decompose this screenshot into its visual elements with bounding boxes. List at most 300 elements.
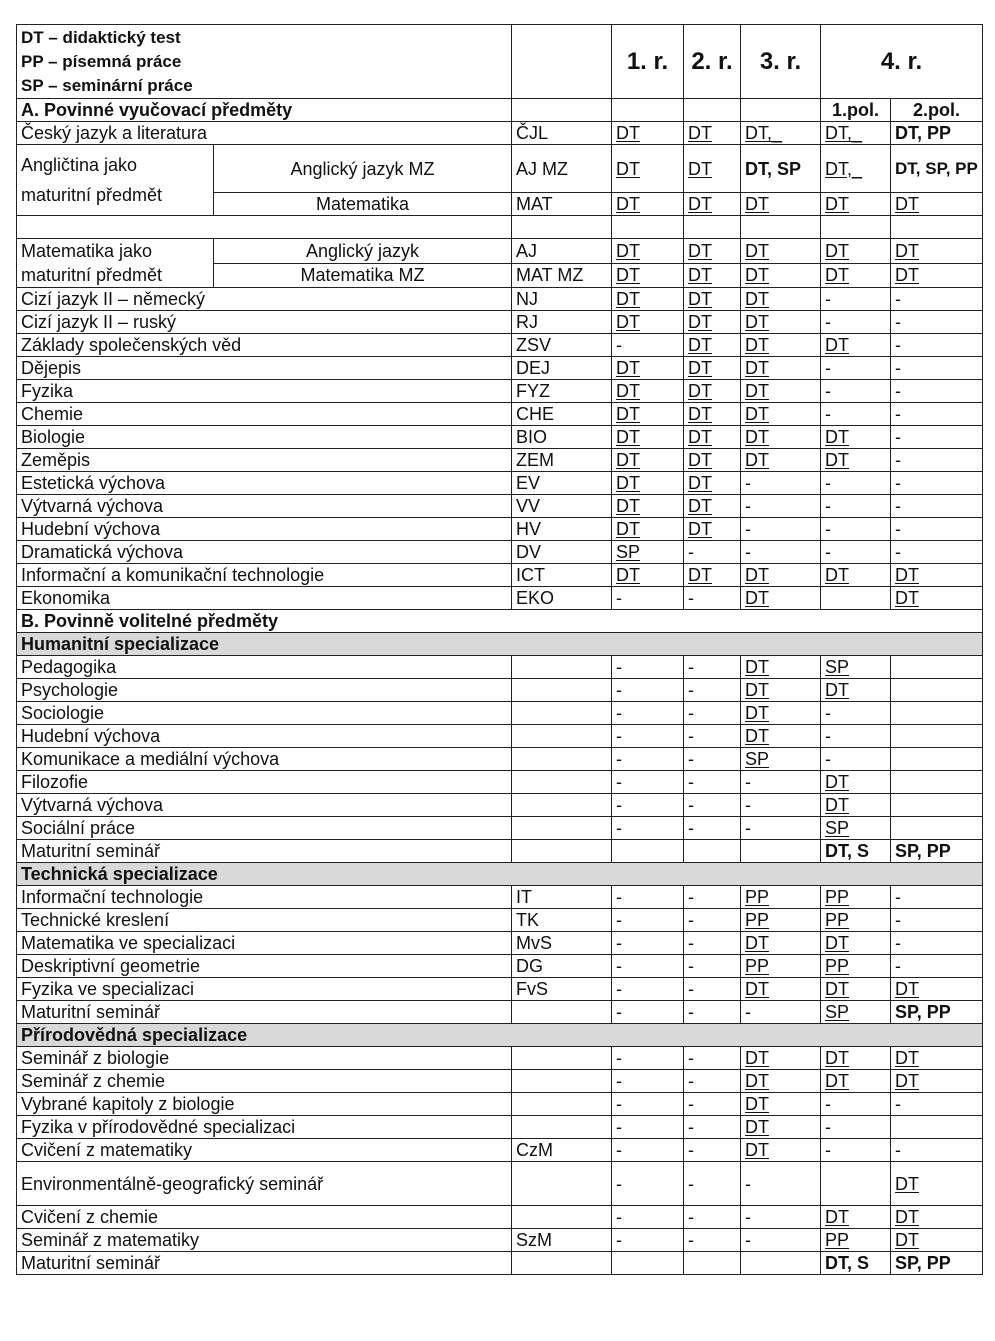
subject-abbr: CHE — [512, 403, 612, 426]
assessment-cell: DT, SP, PP — [891, 145, 983, 193]
assessment-cell — [684, 1252, 741, 1275]
section-a-row — [17, 99, 983, 122]
subject-row — [17, 771, 983, 794]
subject-abbr — [512, 840, 612, 863]
assessment-cell: - — [684, 1229, 741, 1252]
assessment-cell: - — [891, 495, 983, 518]
subject-row — [17, 932, 983, 955]
subject-row — [17, 679, 983, 702]
subject-row — [17, 817, 983, 840]
assessment-cell: DT — [741, 564, 821, 587]
subject-abbr: ZSV — [512, 334, 612, 357]
assessment-cell: DT — [612, 239, 684, 264]
assessment-cell: - — [891, 288, 983, 311]
assessment-cell: DT — [741, 193, 821, 216]
assessment-cell: DT — [684, 472, 741, 495]
assessment-cell: DT — [741, 1093, 821, 1116]
assessment-cell: DT — [821, 932, 891, 955]
assessment-cell: DT — [684, 426, 741, 449]
subject-name: Cvičení z matematiky — [17, 1139, 512, 1162]
assessment-cell: DT — [891, 263, 983, 288]
subject-name: Dramatická výchova — [17, 541, 512, 564]
legend-item: PP – písemná práce — [21, 52, 182, 71]
empty-cell — [684, 99, 741, 122]
empty-cell — [17, 216, 512, 239]
assessment-cell: DT — [684, 334, 741, 357]
subject-abbr — [512, 679, 612, 702]
assessment-cell: DT — [821, 426, 891, 449]
assessment-cell: DT — [612, 122, 684, 145]
assessment-cell: DT — [741, 702, 821, 725]
subject-name: Základy společenských věd — [17, 334, 512, 357]
specialization-title: Technická specializace — [17, 863, 983, 886]
assessment-cell: - — [741, 1206, 821, 1229]
assessment-cell — [891, 771, 983, 794]
subject-row — [17, 311, 983, 334]
assessment-cell: DT — [741, 978, 821, 1001]
subject-name: Sociologie — [17, 702, 512, 725]
assessment-cell: - — [684, 656, 741, 679]
section-title: A. Povinné vyučovací předměty — [17, 99, 512, 122]
assessment-cell: - — [612, 679, 684, 702]
subject-abbr — [512, 1252, 612, 1275]
assessment-cell: DT — [891, 587, 983, 610]
subject-row — [17, 1001, 983, 1024]
subject-name: Estetická výchova — [17, 472, 512, 495]
assessment-cell: DT — [684, 449, 741, 472]
assessment-cell: PP — [821, 909, 891, 932]
subject-row — [17, 1116, 983, 1139]
assessment-cell: - — [612, 886, 684, 909]
assessment-cell: - — [612, 1229, 684, 1252]
assessment-cell: DT — [612, 495, 684, 518]
subject-name: Maturitní seminář — [17, 1252, 512, 1275]
assessment-cell: - — [741, 495, 821, 518]
assessment-cell: DT — [741, 1116, 821, 1139]
assessment-cell: - — [821, 748, 891, 771]
assessment-cell: DT — [612, 564, 684, 587]
subject-row — [17, 472, 983, 495]
subject-abbr: SzM — [512, 1229, 612, 1252]
assessment-cell: DT — [684, 564, 741, 587]
assessment-cell — [891, 725, 983, 748]
subject-abbr: DG — [512, 955, 612, 978]
assessment-cell: - — [684, 748, 741, 771]
assessment-cell: - — [612, 1070, 684, 1093]
header-row — [17, 25, 983, 99]
assessment-cell: DT — [891, 239, 983, 264]
assessment-cell: - — [684, 794, 741, 817]
assessment-cell: - — [684, 909, 741, 932]
assessment-cell: DT — [741, 1070, 821, 1093]
assessment-cell: - — [684, 1139, 741, 1162]
assessment-cell: DT — [741, 449, 821, 472]
subject-name: Fyzika — [17, 380, 512, 403]
group-subject: Anglický jazyk MZ — [214, 145, 512, 193]
subject-row — [17, 1093, 983, 1116]
assessment-cell — [891, 1116, 983, 1139]
assessment-cell — [891, 794, 983, 817]
subject-row — [17, 1070, 983, 1093]
assessment-cell: SP, PP — [891, 840, 983, 863]
subject-abbr: ZEM — [512, 449, 612, 472]
assessment-cell: - — [684, 702, 741, 725]
subject-name: Hudební výchova — [17, 725, 512, 748]
assessment-cell: - — [684, 886, 741, 909]
subject-abbr — [512, 1001, 612, 1024]
assessment-cell: DT — [741, 334, 821, 357]
assessment-cell: DT — [741, 426, 821, 449]
subject-name: Sociální práce — [17, 817, 512, 840]
assessment-cell: - — [612, 978, 684, 1001]
assessment-cell: - — [741, 817, 821, 840]
assessment-cell: - — [891, 1139, 983, 1162]
subject-name: Komunikace a mediální výchova — [17, 748, 512, 771]
assessment-cell: - — [891, 334, 983, 357]
assessment-cell: - — [821, 1093, 891, 1116]
assessment-cell: - — [612, 587, 684, 610]
assessment-cell — [741, 840, 821, 863]
subject-name: Český jazyk a literatura — [17, 122, 512, 145]
subject-abbr: RJ — [512, 311, 612, 334]
specialization-title: Humanitní specializace — [17, 633, 983, 656]
assessment-cell: SP — [741, 748, 821, 771]
assessment-cell: PP — [741, 955, 821, 978]
assessment-cell: DT — [684, 495, 741, 518]
assessment-cell: - — [821, 472, 891, 495]
assessment-cell: DT — [612, 288, 684, 311]
assessment-cell: DT — [684, 403, 741, 426]
empty-cell — [612, 99, 684, 122]
half-year-header: 2.pol. — [891, 99, 983, 122]
assessment-cell: - — [741, 1162, 821, 1206]
assessment-cell: - — [684, 1047, 741, 1070]
assessment-cell — [891, 656, 983, 679]
subject-row — [17, 495, 983, 518]
assessment-cell: DT — [741, 1139, 821, 1162]
assessment-cell: DT — [741, 380, 821, 403]
assessment-cell: - — [684, 1116, 741, 1139]
assessment-cell: - — [741, 794, 821, 817]
assessment-cell: DT — [741, 311, 821, 334]
assessment-cell: - — [821, 725, 891, 748]
assessment-cell: DT — [891, 978, 983, 1001]
assessment-cell: - — [741, 472, 821, 495]
subject-abbr: ČJL — [512, 122, 612, 145]
subject-row — [17, 656, 983, 679]
group-label: Angličtina jako maturitní předmět — [17, 145, 214, 216]
assessment-cell: SP — [821, 817, 891, 840]
legend-item: SP – seminární práce — [21, 76, 193, 95]
assessment-cell — [821, 587, 891, 610]
assessment-cell: DT — [821, 679, 891, 702]
assessment-cell: - — [891, 1093, 983, 1116]
assessment-cell: DT — [741, 288, 821, 311]
assessment-cell: DT — [612, 403, 684, 426]
empty-cell — [741, 99, 821, 122]
assessment-cell: - — [612, 817, 684, 840]
assessment-cell: DT — [741, 1047, 821, 1070]
subject-abbr: BIO — [512, 426, 612, 449]
assessment-cell: - — [821, 518, 891, 541]
subject-row — [17, 1139, 983, 1162]
assessment-cell: - — [612, 1206, 684, 1229]
subject-abbr: DEJ — [512, 357, 612, 380]
assessment-cell: - — [612, 955, 684, 978]
assessment-cell: - — [741, 518, 821, 541]
assessment-cell: DT — [684, 311, 741, 334]
subject-name: Seminář z chemie — [17, 1070, 512, 1093]
subject-abbr — [512, 817, 612, 840]
subject-row — [17, 449, 983, 472]
assessment-cell: DT — [891, 1206, 983, 1229]
subject-row — [17, 1252, 983, 1275]
assessment-cell: - — [684, 725, 741, 748]
subject-name: Matematika ve specializaci — [17, 932, 512, 955]
subject-row — [17, 587, 983, 610]
assessment-cell: - — [684, 817, 741, 840]
subject-name: Deskriptivní geometrie — [17, 955, 512, 978]
subject-abbr — [512, 794, 612, 817]
subject-row — [17, 145, 983, 193]
assessment-cell: DT — [684, 122, 741, 145]
assessment-cell: - — [612, 748, 684, 771]
assessment-cell: - — [821, 702, 891, 725]
assessment-cell: - — [612, 794, 684, 817]
assessment-cell — [891, 702, 983, 725]
assessment-cell: - — [684, 1070, 741, 1093]
assessment-cell: DT — [891, 193, 983, 216]
assessment-cell: DT — [612, 426, 684, 449]
subject-row — [17, 909, 983, 932]
subject-row — [17, 403, 983, 426]
specialization-header — [17, 863, 983, 886]
subject-name: Technické kreslení — [17, 909, 512, 932]
subject-abbr — [512, 656, 612, 679]
assessment-cell: - — [612, 932, 684, 955]
subject-abbr — [512, 725, 612, 748]
legend-cell — [17, 25, 512, 99]
subject-name: Filozofie — [17, 771, 512, 794]
group-subject: Matematika MZ — [214, 263, 512, 288]
assessment-cell: DT — [891, 1047, 983, 1070]
subject-abbr: MvS — [512, 932, 612, 955]
subject-row — [17, 518, 983, 541]
assessment-cell: - — [612, 909, 684, 932]
subject-row — [17, 725, 983, 748]
assessment-cell: DT — [684, 145, 741, 193]
assessment-cell: DT — [891, 1162, 983, 1206]
assessment-cell: - — [821, 495, 891, 518]
assessment-cell: - — [891, 403, 983, 426]
assessment-cell: - — [612, 334, 684, 357]
empty-cell — [741, 216, 821, 239]
assessment-cell — [684, 840, 741, 863]
subject-name: Seminář z matematiky — [17, 1229, 512, 1252]
assessment-cell: - — [684, 955, 741, 978]
assessment-cell: DT,_ — [821, 122, 891, 145]
subject-row — [17, 357, 983, 380]
assessment-cell: DT — [612, 145, 684, 193]
subject-name: Informační a komunikační technologie — [17, 564, 512, 587]
subject-row — [17, 122, 983, 145]
assessment-cell: - — [612, 656, 684, 679]
subject-abbr: FYZ — [512, 380, 612, 403]
assessment-cell: - — [741, 541, 821, 564]
assessment-cell: DT — [891, 1229, 983, 1252]
assessment-cell: DT — [821, 193, 891, 216]
assessment-cell: - — [891, 541, 983, 564]
subject-row — [17, 1047, 983, 1070]
empty-cell — [891, 216, 983, 239]
assessment-cell: - — [891, 472, 983, 495]
section-b-row — [17, 610, 983, 633]
assessment-cell: DT — [684, 263, 741, 288]
assessment-table-container — [16, 24, 982, 1275]
empty-cell — [512, 216, 612, 239]
subject-abbr — [512, 1206, 612, 1229]
subject-name: Maturitní seminář — [17, 840, 512, 863]
assessment-cell: DT, SP — [741, 145, 821, 193]
subject-row — [17, 978, 983, 1001]
assessment-cell: DT — [741, 679, 821, 702]
assessment-cell: SP — [612, 541, 684, 564]
subject-row — [17, 239, 983, 264]
empty-cell — [512, 99, 612, 122]
subject-row — [17, 748, 983, 771]
empty-cell — [684, 216, 741, 239]
subject-name: Psychologie — [17, 679, 512, 702]
assessment-cell: DT — [821, 263, 891, 288]
subject-name: Pedagogika — [17, 656, 512, 679]
assessment-cell: - — [612, 725, 684, 748]
subject-abbr — [512, 1162, 612, 1206]
assessment-cell: DT — [684, 193, 741, 216]
subject-name: Výtvarná výchova — [17, 794, 512, 817]
assessment-cell: DT — [684, 518, 741, 541]
subject-abbr — [512, 771, 612, 794]
subject-row — [17, 886, 983, 909]
assessment-cell: - — [891, 357, 983, 380]
assessment-cell: DT — [612, 449, 684, 472]
subject-row — [17, 955, 983, 978]
subject-name: Chemie — [17, 403, 512, 426]
empty-cell — [512, 25, 612, 99]
assessment-cell: DT — [612, 380, 684, 403]
subject-name: Ekonomika — [17, 587, 512, 610]
subject-name: Zeměpis — [17, 449, 512, 472]
assessment-cell: - — [684, 587, 741, 610]
subject-row — [17, 288, 983, 311]
assessment-cell: DT — [741, 403, 821, 426]
subject-abbr — [512, 702, 612, 725]
assessment-cell — [891, 817, 983, 840]
assessment-cell: DT — [821, 449, 891, 472]
subject-name: Maturitní seminář — [17, 1001, 512, 1024]
assessment-cell: - — [891, 909, 983, 932]
subject-abbr: MAT MZ — [512, 263, 612, 288]
assessment-cell: DT — [821, 978, 891, 1001]
assessment-cell: DT — [741, 725, 821, 748]
assessment-cell — [821, 1162, 891, 1206]
specialization-header — [17, 1024, 983, 1047]
subject-name: Cvičení z chemie — [17, 1206, 512, 1229]
subject-name: Cizí jazyk II – ruský — [17, 311, 512, 334]
assessment-cell: - — [612, 1093, 684, 1116]
subject-name: Seminář z biologie — [17, 1047, 512, 1070]
assessment-cell: - — [891, 380, 983, 403]
assessment-cell: - — [684, 978, 741, 1001]
subject-abbr: MAT — [512, 193, 612, 216]
specialization-header — [17, 633, 983, 656]
assessment-cell: DT — [741, 587, 821, 610]
subject-row — [17, 794, 983, 817]
assessment-cell: PP — [741, 909, 821, 932]
assessment-cell: DT — [684, 357, 741, 380]
assessment-cell: - — [612, 702, 684, 725]
assessment-cell: - — [612, 1047, 684, 1070]
subject-name: Environmentálně-geografický seminář — [17, 1162, 512, 1206]
subject-abbr: NJ — [512, 288, 612, 311]
subject-row — [17, 1206, 983, 1229]
assessment-cell — [741, 1252, 821, 1275]
assessment-cell: DT — [741, 656, 821, 679]
assessment-cell: - — [891, 426, 983, 449]
assessment-cell: - — [821, 541, 891, 564]
assessment-cell: DT — [741, 357, 821, 380]
assessment-cell: DT — [821, 564, 891, 587]
assessment-cell: - — [684, 932, 741, 955]
assessment-cell: - — [891, 955, 983, 978]
group-label: Matematika jako maturitní předmět — [17, 239, 214, 288]
assessment-cell: DT,_ — [821, 145, 891, 193]
assessment-cell: - — [741, 1001, 821, 1024]
assessment-cell: - — [612, 1162, 684, 1206]
subject-abbr: CzM — [512, 1139, 612, 1162]
assessment-cell: - — [891, 518, 983, 541]
assessment-cell: DT — [821, 334, 891, 357]
section-title: B. Povinně volitelné předměty — [17, 610, 983, 633]
subject-abbr: EKO — [512, 587, 612, 610]
assessment-cell: - — [821, 1139, 891, 1162]
assessment-cell: PP — [821, 955, 891, 978]
assessment-cell — [612, 1252, 684, 1275]
assessment-cell: DT — [891, 564, 983, 587]
assessment-cell: DT — [612, 311, 684, 334]
assessment-cell: SP, PP — [891, 1001, 983, 1024]
assessment-cell: DT — [821, 771, 891, 794]
assessment-cell: - — [821, 311, 891, 334]
assessment-cell: - — [891, 449, 983, 472]
subject-row — [17, 564, 983, 587]
assessment-cell: DT — [741, 263, 821, 288]
assessment-cell: - — [821, 288, 891, 311]
year-header: 2. r. — [684, 25, 741, 99]
assessment-cell: SP — [821, 1001, 891, 1024]
subject-row — [17, 426, 983, 449]
assessment-cell: - — [684, 1162, 741, 1206]
assessment-cell: DT — [612, 357, 684, 380]
subject-name: Cizí jazyk II – německý — [17, 288, 512, 311]
assessment-cell — [891, 679, 983, 702]
subject-row — [17, 541, 983, 564]
subject-name: Hudební výchova — [17, 518, 512, 541]
assessment-table — [16, 24, 983, 1275]
subject-row — [17, 1162, 983, 1206]
subject-row — [17, 702, 983, 725]
assessment-cell: - — [891, 311, 983, 334]
subject-abbr: ICT — [512, 564, 612, 587]
